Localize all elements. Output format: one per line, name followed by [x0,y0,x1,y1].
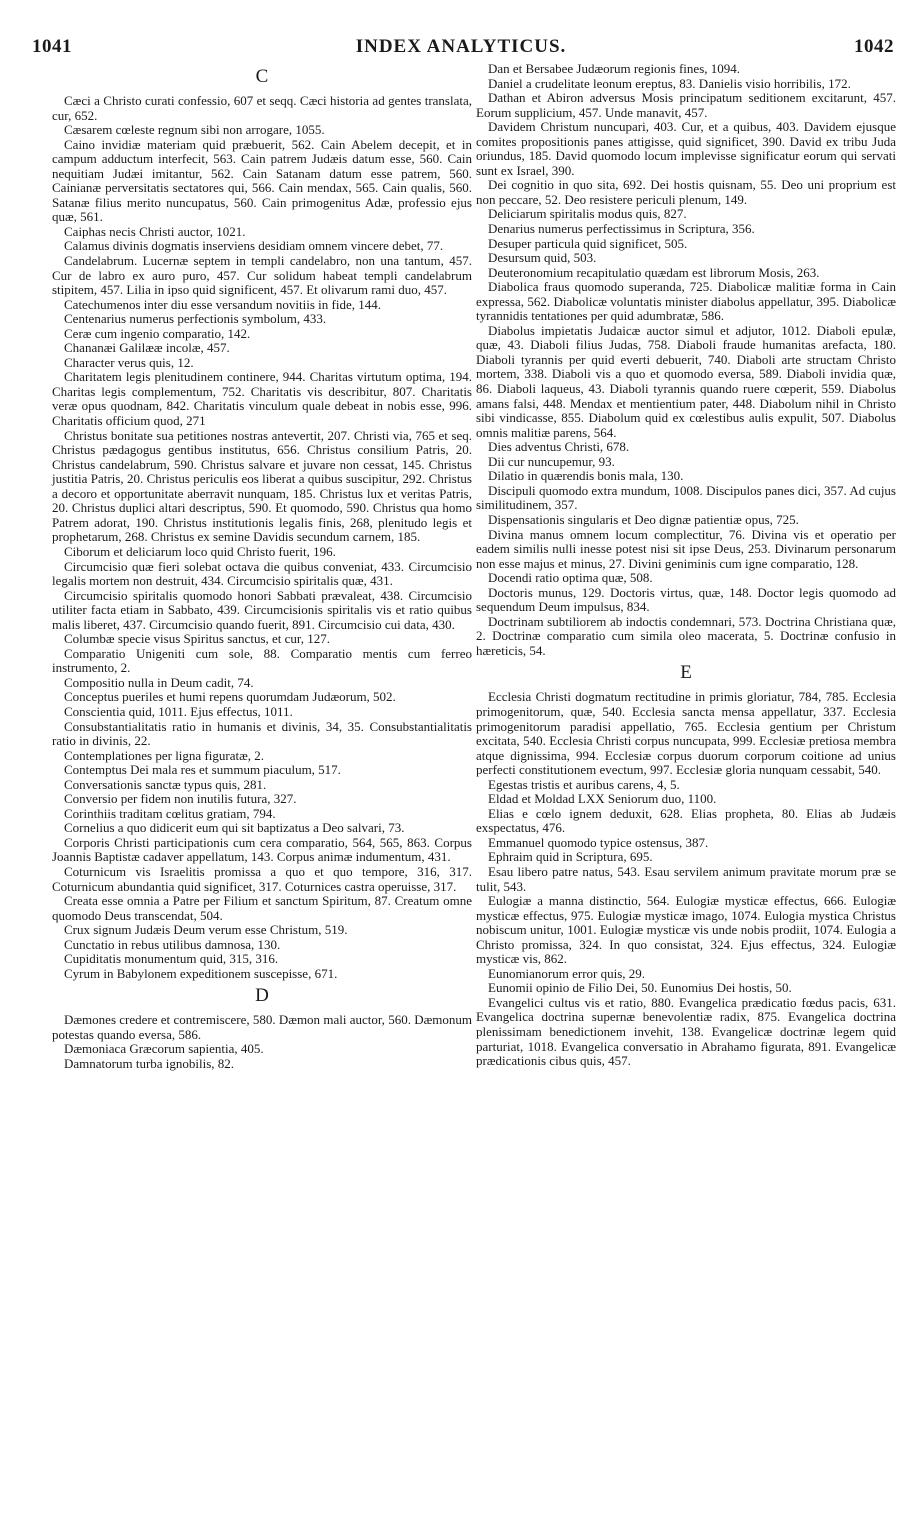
index-entry: Discipuli quomodo extra mundum, 1008. Discipulos panes dici, 357. Ad cujus similitudinem, 357. [476,482,896,513]
index-entry: Creata esse omnia a Patre per Filium et sanctum Spiritum, 87. Creatum omne quomodo Deus transcendat, 504. [52,893,472,923]
index-entry: Diabolica fraus quomodo superanda, 725. Diabolicæ malitiæ forma in Cain expressa, 562. Diabolicæ voluntatis minister diabolus appellatur, 395. Diabolicæ tyrannidis tentationes per quid adumbratæ, 586. [476,279,896,324]
index-entry: Coturnicum vis Israelitis promissa a quo et quo tempore, 316, 317. Coturnicum abundantia quid significet, 317. Coturnices castra operuisse, 317. [52,863,472,894]
section-letter-e: E [680,662,692,684]
index-entry: Ephraim quid in Scriptura, 695. [488,849,653,865]
index-entry: Circumcisio quæ fieri solebat octava die quibus conveniat, 433. Circumcisio legalis mortem non destruit, 434. Circumcisio spiritalis quæ, 431. [52,558,472,589]
section-letter-c: C [255,66,269,87]
index-entry: Ciborum et deliciarum loco quid Christo fuerit, 196. [64,543,336,559]
index-entry: Dei cognitio in quo sita, 692. Dei hostis quisnam, 55. Deo uni proprium est non peccare, 52. Deo resistere periculi plenum, 149. [476,177,896,207]
index-entry: Catechumenos inter diu esse versandum novitiis in fide, 144. [64,296,381,312]
index-entry: Conscientia quid, 1011. Ejus effectus, 1011. [64,703,293,719]
index-entry: Cæsarem cœleste regnum sibi non arrogare, 1055. [64,122,325,138]
index-entry: Ceræ cum ingenio comparatio, 142. [64,325,251,341]
index-entry: Circumcisio spiritalis quomodo honori Sabbati prævaleat, 438. Circumcisio utiliter facta etiam in Sabbato, 439. Circumcisionis spiritalis vis et ratio quibus malis liberet, 437. Circumcisio quando fuerit, 891. Circumcisio cui data, 430. [52,587,472,632]
index-entry: Candelabrum. Lucernæ septem in templi candelabro, non una tantum, 457. Cur de labro ex auro puro, 457. Cur solidum habeat templi candelabrum stipitem, 457. Lilia in ipso quid significent, 457. Et olivarum rami duo, 457. [52,253,472,298]
index-entry: Comparatio Unigeniti cum sole, 88. Comparatio mentis cum ferreo instrumento, 2. [52,645,472,676]
index-entry: Cyrum in Babylonem expeditionem suscepisse, 671. [64,965,338,981]
index-entry: Deliciarum spiritalis modus quis, 827. [488,206,687,222]
index-entry: Cornelius a quo didicerit eum qui sit baptizatus a Deo salvari, 73. [64,820,405,836]
index-entry: Davidem Christum nuncupari, 403. Cur, et a quibus, 403. Davidem ejusque comites propositionis panes attigisse, quid significet, 390. David ex tribu Juda oriundus, 185. David quomodo locum implevisse significatur eorum qui servati sunt ex Israel, 390. [476,119,896,178]
index-entry: Caiphas necis Christi auctor, 1021. [64,223,246,239]
index-entry: Dies adventus Christi, 678. [488,439,630,455]
index-entry: Caino invidiæ materiam quid præbuerit, 562. Cain Abelem decepit, et in campum adductum interfecit, 563. Cain patrem Judæis datum esse, 560. Cain nequitiam Judæi imitantur, 562. Cain Satanam datum esse patrem, 560. Cainianæ perversitatis sectatores qui, 566. Cain mendax, 565. Cain qualis, 560. Satanæ filius merito nuncupatus, 560. Cain primogenitus Adæ, professio ejus quæ, 561. [52,136,472,225]
index-entry: Doctrinam subtiliorem ab indoctis condemnari, 573. Doctrina Christiana quæ, 2. Doctrinæ comparatio cum simila oleo macerata, 5. Doctrinæ confusio in hæreticis, 54. [476,613,896,658]
index-entry: Conceptus pueriles et humi repens quorumdam Judæorum, 502. [64,689,396,705]
index-entry: Damnatorum turba ignobilis, 82. [64,1056,235,1071]
index-entry: Dilatio in quærendis bonis mala, 130. [488,468,684,484]
index-entry: Contemptus Dei mala res et summum piaculum, 517. [64,762,341,778]
running-title: INDEX ANALYTICUS. [355,36,567,57]
left-page-number: 1041 [32,36,72,57]
index-entry: Desursum quid, 503. [488,250,597,266]
index-entry: Christus bonitate sua petitiones nostras antevertit, 207. Christi via, 765 et seq. Christus pædagogus gentibus institutus, 656. Christus consilium Patris, 20. Christus candelabrum, 590. Christus salvare et juvare non cessat, 145. Christus justitia Patris, 20. Christus periculis eos liberat a quibus suscipitur, 292. Christus a decoro et opportunitate aberravit nunquam, 185. Christus lux et veritas Patris, 20. Christus duplici altari descriptus, 590. Et quomodo, 590. Christus qua homo Patrem adorat, 190. Christus institutionis legalis finis, 268, plenitudo legis et prophetarum, 268. Christus ex semine Davidis secundum carnem, 185. [52,427,472,545]
index-entry: Eldad et Moldad LXX Seniorum duo, 1100. [488,791,717,807]
index-entry: Dan et Bersabee Judæorum regionis fines, 1094. [488,61,741,76]
section-letter-d: D [255,985,269,1007]
index-entry: Esau libero patre natus, 543. Esau servilem animum pravitate morum præ se tulit, 543. [476,863,896,894]
index-entry: Dæmoniaca Græcorum sapientia, 405. [64,1041,264,1057]
index-entry: Denarius numerus perfectissimus in Scriptura, 356. [488,221,755,237]
index-entry: Charitatem legis plenitudinem continere, 944. Charitas virtutum optima, 194. Charitas legis complementum, 752. Charitatis vis describitur, 807. Charitatis veræ opus quodnam, 842. Charitatis vinculum quale debeat in nobis esse, 996. Charitatis officium quod, 271 [52,369,472,429]
index-entry: Centenarius numerus perfectionis symbolum, 433. [64,311,327,327]
index-entry: Consubstantialitatis ratio in humanis et divinis, 34, 35. Consubstantialitatis ratio in divinis, 22. [52,718,472,749]
index-entry: Columbæ specie visus Spiritus sanctus, et cur, 127. [64,631,330,647]
index-entry: Corinthiis traditam cœlitus gratiam, 794. [64,805,276,821]
index-entry: Cæci a Christo curati confessio, 607 et seqq. Cæci historia ad gentes translata, cur, 652. [52,93,472,123]
index-entry: Calamus divinis dogmatis inserviens desidiam omnem vincere debet, 77. [64,238,444,254]
right-column [476,62,896,1069]
index-entry: Diabolus impietatis Judaicæ auctor simul et adjutor, 1012. Diaboli epulæ, quæ, 43. Diaboli filius Judas, 758. Diaboli fraude humanitas arefacta, 180. Diaboli tyrannis per quid everti debuerit, 740. Diaboli arte structam Christo mortem, 338. Diaboli vis a quo et quomodo eversa, 589. Diaboli invidia quæ, 86. Diaboli laqueus, 43. Diaboli tyrannis quando ruere cœperit, 559. Diabolus amans falsi, 448. Mendax et mentientium pater, 448. Diabolum nihil in Christo sibi vindicasse, 855. Diabolum quid ex cœlestibus aulis expulit, 507. Diabolus omnis malitiæ parens, 564. [476,322,896,440]
index-entry: Compositio nulla in Deum cadit, 74. [64,674,254,690]
index-entry: Eulogiæ a manna distinctio, 564. Eulogiæ mysticæ effectus, 666. Eulogiæ mysticæ effectus, 975. Eulogiæ mysticæ imago, 1074. Eulogia mystica Christus nobiscum unitur, 1001. Eulogiæ mysticæ vis unde nobis prodiit, 1074. Eulogia a Christo promissa, 324. In quo consistat, 324. Ejus effectus, 324. Eulogiæ mysticæ vis, 862. [476,893,896,967]
index-entry: Eunomii opinio de Filio Dei, 50. Eunomius Dei hostis, 50. [488,980,792,996]
index-entry: Contemplationes per ligna figuratæ, 2. [64,747,265,763]
index-entry: Chananæi Galilææ incolæ, 457. [64,340,230,356]
index-entry: Elias e cœlo ignem deduxit, 628. Elias propheta, 80. Elias ab Judæis exspectatus, 476. [476,805,896,836]
index-entry: Dispensationis singularis et Deo dignæ patientiæ opus, 725. [488,511,799,527]
index-entry: Eunomianorum error quis, 29. [488,965,646,981]
index-entry: Ecclesia Christi dogmatum rectitudine in primis gloriatur, 784, 785. Ecclesia primogenitorum, quæ, 540. Ecclesia sancta mensa appellatur, 337. Ecclesia primogenitorum paradisi appellatio, 765. Ecclesia gentium per Christum excitata, 540. Ecclesia Christi corpus nuncupata, 999. Ecclesiæ pretiosa membra atque dignissima, 994. Ecclesiæ corpus duorum corporum coitione ad unius perfecti constitutionem evectum, 997. Ecclesiæ gloria nunquam cessabit, 540. [476,689,896,778]
index-entry: Desuper particula quid significet, 505. [488,235,688,251]
left-column [52,62,472,1072]
index-entry: Conversationis sanctæ typus quis, 281. [64,776,267,792]
index-entry: Cunctatio in rebus utilibus damnosa, 130. [64,936,281,952]
index-entry: Egestas tristis et auribus carens, 4, 5. [488,776,680,792]
right-page-number: 1042 [854,36,894,57]
index-entry: Cupiditatis monumentum quid, 315, 316. [64,951,279,967]
index-entry: Crux signum Judæis Deum verum esse Christum, 519. [64,922,348,938]
index-entry: Doctoris munus, 129. Doctoris virtus, quæ, 148. Doctor legis quomodo ad sequendum Deum impulsus, 834. [476,584,896,615]
index-entry: Conversio per fidem non inutilis futura, 327. [64,791,297,807]
index-entry: Divina manus omnem locum complectitur, 76. Divina vis et operatio per eadem similis nulli inesse potest nisi sit ipse Deus, 253. Divinarum personarum non esse majus et minus, 27. Divini geniminis cum igne comparatio, 128. [476,526,896,571]
index-entry: Dæmones credere et contremiscere, 580. Dæmon mali auctor, 560. Dæmonum potestas quando eversa, 586. [52,1012,472,1042]
index-entry: Evangelici cultus vis et ratio, 880. Evangelica prædicatio fœdus pacis, 631. Evangelica doctrina supernæ benevolentiæ radix, 875. Evangelica doctrina plenissimam benedictionem invehit, 138. Evangelicæ doctrinæ legem quid parturiat, 1018. Evangelica conversatio in Abrahamo figurata, 891. Evangelicæ prædicationis cibus quis, 457. [476,994,896,1069]
index-entry: Emmanuel quomodo typice ostensus, 387. [488,834,709,850]
index-entry: Dathan et Abiron adversus Mosis principatum seditionem excitarunt, 457. Eorum supplicium, 457. Unde manavit, 457. [476,90,896,120]
index-entry: Corporis Christi participationis cum cera comparatio, 564, 565, 863. Corpus Joannis Baptistæ cadaver appellatum, 143. Corpus animæ indumentum, 431. [52,834,472,865]
index-entry: Deuteronomium recapitulatio quædam est librorum Mosis, 263. [488,264,820,280]
index-entry: Docendi ratio optima quæ, 508. [488,570,653,586]
index-entry: Character verus quis, 12. [64,354,194,370]
index-entry: Dii cur nuncupemur, 93. [488,453,615,469]
index-entry: Daniel a crudelitate leonum ereptus, 83. Danielis visio horribilis, 172. [488,75,851,91]
